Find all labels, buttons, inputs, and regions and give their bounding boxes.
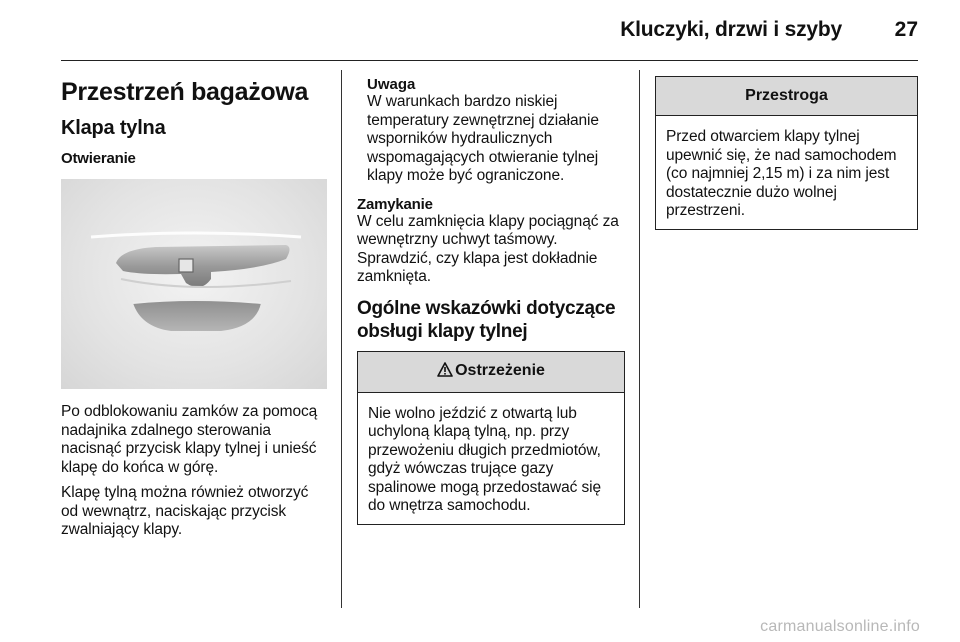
footer-watermark: carmanualsonline.info bbox=[760, 618, 920, 635]
warning-triangle-icon bbox=[437, 362, 453, 382]
general-heading: Ogólne wskazówki dotyczące obsługi klapy tylnej bbox=[357, 297, 616, 342]
caution-body bbox=[656, 116, 917, 229]
column-2 bbox=[357, 70, 625, 525]
warning-header bbox=[358, 352, 624, 393]
paragraph-1: Po odblokowaniu zamków za pomocą nadajnika zdalnego sterowania nacisnąć przycisk klapy tylnej i unieść klapę do końca w górę. bbox=[61, 403, 318, 476]
column-3 bbox=[655, 70, 918, 230]
caution-text: Przed otwarciem klapy tylnej upewnić się, że nad samochodem (co najmniej 2,15 m) i za nim jest dostatecznie dużo wolnej przestrzeni. bbox=[666, 128, 897, 219]
column-divider-1 bbox=[341, 70, 342, 608]
paragraph-2: Klapę tylną można również otworzyć od wewnątrz, naciskając przycisk zwalniający klapy. bbox=[61, 484, 309, 538]
caution-header: Przestroga bbox=[656, 77, 917, 116]
header-rule bbox=[61, 60, 918, 61]
note-heading: Uwaga bbox=[367, 76, 416, 93]
tailgate-handle-illustration bbox=[61, 179, 327, 389]
column-divider-2 bbox=[639, 70, 640, 608]
warning-box bbox=[357, 351, 625, 525]
note-text: W warunkach bardzo niskiej temperatury zewnętrznej działanie wsporników hydraulicznych wspomagających otwieranie tylnej klapy może być ograniczone. bbox=[367, 93, 599, 184]
caution-box bbox=[655, 76, 918, 230]
page-number: 27 bbox=[894, 18, 918, 41]
closing-text: W celu zamknięcia klapy pociągnąć za wewnętrzny uchwyt taśmowy. Sprawdzić, czy klapa jest dokładnie zamknięta. bbox=[357, 212, 619, 285]
subsection-title: Klapa tylna bbox=[61, 117, 166, 139]
column-1 bbox=[61, 70, 329, 547]
note-block bbox=[357, 76, 625, 186]
closing-heading: Zamykanie bbox=[357, 195, 433, 213]
warning-body bbox=[358, 393, 624, 524]
warning-text: Nie wolno jeździć z otwartą lub uchyloną klapą tylną, np. przy przewożeniu długich przedmiotów, gdyż wówczas trujące gazy spalinowe mogą przedostawać się do wnętrza samochodu. bbox=[368, 404, 601, 514]
header-title: Kluczyki, drzwi i szyby bbox=[620, 18, 842, 41]
warning-title: Ostrzeżenie bbox=[455, 361, 545, 379]
section-title: Przestrzeń bagażowa bbox=[61, 78, 309, 106]
subsubsection-title: Otwieranie bbox=[61, 150, 136, 167]
